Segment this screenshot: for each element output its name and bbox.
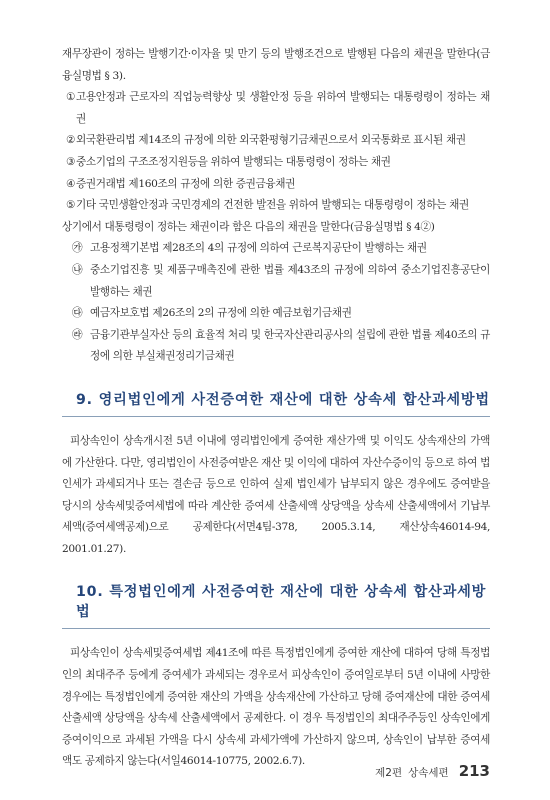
list-item: [62, 238, 490, 260]
list-item-text: 금융기관부실자산 등의 효율적 처리 및 한국자산관리공사의 설립에 관한 법률 제40조의 규정에 의한 부실채권정리기금채권: [90, 328, 490, 363]
page-content: [62, 44, 490, 773]
list-marker: ㉮: [72, 242, 83, 255]
list-marker: ㉰: [72, 307, 83, 320]
list-marker: ②: [66, 134, 76, 147]
list-marker: ④: [66, 177, 76, 190]
footer-section: 상속세편: [408, 767, 449, 779]
section-10-body: 피상속인이 상속세및증여세법 제41조에 따른 특정법인에게 증여한 재산에 대하여 당해 특정법인의 최대주주 등에게 증여세가 과세되는 경우로서 피상속인이 증여일로부터 5년 이내에 사망한 경우에는 특정법인에게 증여한 재산의 가액을 상속재산에 가산하고 당해 증여재산에 대한 증여세 산출세액 상당액을 상속세 산출세액에서 공제한다. 이 경우 특정법인의 최대주주등인 상속인에게 증여이익으로 과세된 가액을 다시 상속세 과세가액에 가산하지 않으며, 상속인이 납부한 증여세액도 공제하지 않는다(서일46014-10775, 2002.6.7).: [62, 647, 490, 768]
page-footer: [375, 762, 490, 780]
list-item: [62, 87, 490, 130]
footer-chapter: 제2편: [375, 767, 403, 779]
list-item-text: 기타 국민생활안정과 국민경제의 건전한 발전을 위하여 발행되는 대통령령이 정하는 채권: [76, 199, 469, 212]
section-9-heading: 9. 영리법인에게 사전증여한 재산에 대한 상속세 합산과세방법: [62, 390, 490, 417]
sub-bond-list: [62, 238, 490, 368]
list-marker: ⑤: [66, 199, 76, 212]
list-marker: ①: [66, 91, 76, 104]
list-item-text: 고용정책기본법 제28조의 4의 규정에 의하여 근로복지공단이 발행하는 채권: [90, 242, 427, 255]
list-item-text: 중소기업의 구조조정지원등을 위하여 발행되는 대통령령이 정하는 채권: [76, 155, 391, 168]
bond-list: [62, 87, 490, 217]
intro-paragraph: 재무장관이 정하는 발행기간·이자율 및 만기 등의 발행조건으로 발행된 다음의 채권을 말한다(금융실명법 § 3).: [62, 48, 490, 82]
list-item: [62, 303, 490, 325]
bridge-paragraph: 상기에서 대통령령이 정하는 채권이라 함은 다음의 채권을 말한다(금융실명법 § 4②): [62, 220, 435, 233]
list-item: [62, 325, 490, 368]
list-marker: ㉯: [72, 263, 83, 276]
list-marker: ㉱: [72, 328, 83, 341]
list-item-text: 중소기업진흥 및 제품구매촉진에 관한 법률 제43조의 규정에 의하여 중소기업진흥공단이 발행하는 채권: [90, 263, 490, 298]
list-item-text: 증권거래법 제160조의 규정에 의한 증권금융채권: [76, 177, 296, 190]
list-item: [62, 195, 490, 217]
list-item: [62, 130, 490, 152]
list-item: [62, 260, 490, 303]
section-9-body: 피상속인이 상속개시전 5년 이내에 영리법인에게 증여한 재산가액 및 이익도 상속재산의 가액에 가산한다. 다만, 영리법인이 사전증여받은 재산 및 이익에 대하여 자산수증이익 등으로 하여 법인세가 과세되거나 또는 결손금 등으로 인하여 실제 법인세가 납부되지 않은 경우에도 증여받을 당시의 상속세및증여세법에 따라 계산한 증여세 산출세액 상당액을 상속세 산출세액에서 기납부세액(증여세액공제)으로 공제한다(서면4팀-378, 2005.3.14, 재산상속46014-94, 2001.01.27).: [62, 434, 490, 555]
section-10-heading: 10. 특정법인에게 사전증여한 재산에 대한 상속세 합산과세방법: [62, 582, 490, 629]
list-item: [62, 152, 490, 174]
page-number: 213: [458, 762, 490, 780]
list-item-text: 외국환관리법 제14조의 규정에 의한 외국환평형기금채권으로서 외국통화로 표시된 채권: [76, 134, 466, 147]
list-item-text: 예금자보호법 제26조의 2의 규정에 의한 예금보험기금채권: [90, 307, 352, 320]
list-marker: ③: [66, 155, 76, 168]
list-item: [62, 174, 490, 196]
list-item-text: 고용안정과 근로자의 직업능력향상 및 생활안정 등을 위하여 발행되는 대통령령이 정하는 채권: [76, 91, 490, 125]
